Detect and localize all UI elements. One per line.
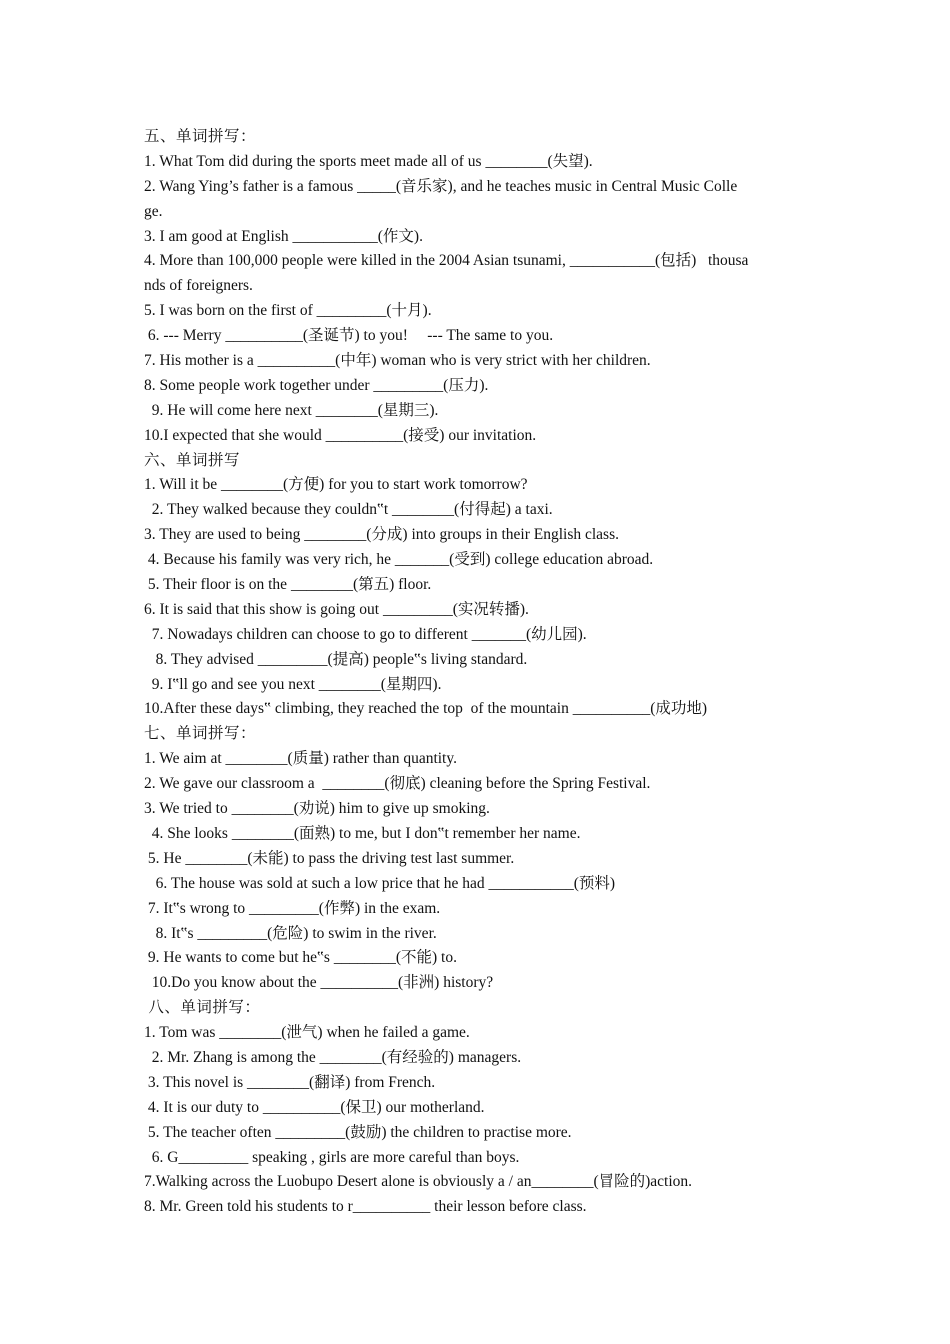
exercise-line: 10.Do you know about the __________(非洲) history?: [144, 974, 494, 992]
exercise-line: 5. The teacher often _________(鼓励) the children to practise more.: [144, 1123, 572, 1141]
exercise-line: 2. They walked because they couldn‟t ________(付得起) a taxi.: [144, 501, 553, 519]
exercise-line: 9. He will come here next ________(星期三).: [144, 401, 439, 419]
exercise-content: [144, 125, 810, 1220]
exercise-line: 4. It is our duty to __________(保卫) our motherland.: [144, 1098, 485, 1116]
exercise-line: 6. --- Merry __________(圣诞节) to you! --- The same to you.: [144, 327, 554, 345]
exercise-line: 5. Their floor is on the ________(第五) floor.: [144, 576, 432, 594]
exercise-line: 6. It is said that this show is going out _________(实况转播).: [144, 600, 529, 618]
exercise-line: ge.: [144, 202, 163, 220]
exercise-line: 4. Because his family was very rich, he _______(受到) college education abroad.: [144, 551, 654, 569]
exercise-line: 8. They advised _________(提高) people‟s living standard.: [144, 650, 528, 668]
exercise-line: 2. Mr. Zhang is among the ________(有经验的) managers.: [144, 1048, 522, 1066]
exercise-line: 8. Some people work together under _________(压力).: [144, 376, 489, 394]
exercise-line: 6. The house was sold at such a low price that he had ___________(预料): [144, 874, 616, 892]
exercise-line: 9. He wants to come but he‟s ________(不能) to.: [144, 949, 457, 967]
exercise-line: 3. I am good at English ___________(作文).: [144, 227, 423, 245]
exercise-line: 1. Tom was ________(泄气) when he failed a game.: [144, 1024, 470, 1042]
exercise-line: 1. What Tom did during the sports meet made all of us ________(失望).: [144, 152, 593, 170]
exercise-line: 7. His mother is a __________(中年) woman who is very strict with her children.: [144, 352, 651, 370]
exercise-line: 7. It‟s wrong to _________(作弊) in the exam.: [144, 899, 441, 917]
exercise-line: 3. We tried to ________(劝说) him to give up smoking.: [144, 800, 490, 818]
exercise-line: 7. Nowadays children can choose to go to different _______(幼儿园).: [144, 625, 587, 643]
exercise-line: 4. She looks ________(面熟) to me, but I don‟t remember her name.: [144, 824, 581, 842]
exercise-line: 9. I‟ll go and see you next ________(星期四).: [144, 675, 442, 693]
exercise-line: 10.I expected that she would __________(接受) our invitation.: [144, 426, 537, 444]
exercise-line: 2. Wang Ying’s father is a famous _____(音乐家), and he teaches music in Central Music Colle: [144, 177, 738, 195]
exercise-line: 1. Will it be ________(方便) for you to start work tomorrow?: [144, 476, 528, 494]
exercise-line: 2. We gave our classroom a ________(彻底) cleaning before the Spring Festival.: [144, 775, 651, 793]
exercise-line: 1. We aim at ________(质量) rather than quantity.: [144, 750, 457, 768]
exercise-line: 8. It‟s _________(危险) to swim in the river.: [144, 924, 437, 942]
section-7-heading: 七、单词拼写：: [144, 725, 257, 743]
exercise-line: 3. This novel is ________(翻译) from French.: [144, 1073, 436, 1091]
exercise-line: 5. I was born on the first of _________(十月).: [144, 302, 432, 320]
exercise-line: 3. They are used to being ________(分成) into groups in their English class.: [144, 526, 619, 544]
exercise-line: nds of foreigners.: [144, 277, 253, 295]
section-8-heading: 八、单词拼写：: [144, 999, 261, 1017]
section-5-heading: 五、单词拼写：: [144, 128, 257, 145]
exercise-line: 7.Walking across the Luobupo Desert alone is obviously a / an________(冒险的)action.: [144, 1173, 693, 1191]
exercise-line: 10.After these days‟ climbing, they reached the top of the mountain __________(成功地): [144, 700, 708, 718]
exercise-line: 5. He ________(未能) to pass the driving test last summer.: [144, 849, 515, 867]
exercise-line: 8. Mr. Green told his students to r__________ their lesson before class.: [144, 1198, 587, 1216]
exercise-line: 4. More than 100,000 people were killed in the 2004 Asian tsunami, ___________(包括) thousa: [144, 252, 749, 270]
exercise-line: 6. G_________ speaking , girls are more careful than boys.: [144, 1148, 520, 1166]
section-6-heading: 六、单词拼写: [144, 451, 241, 469]
